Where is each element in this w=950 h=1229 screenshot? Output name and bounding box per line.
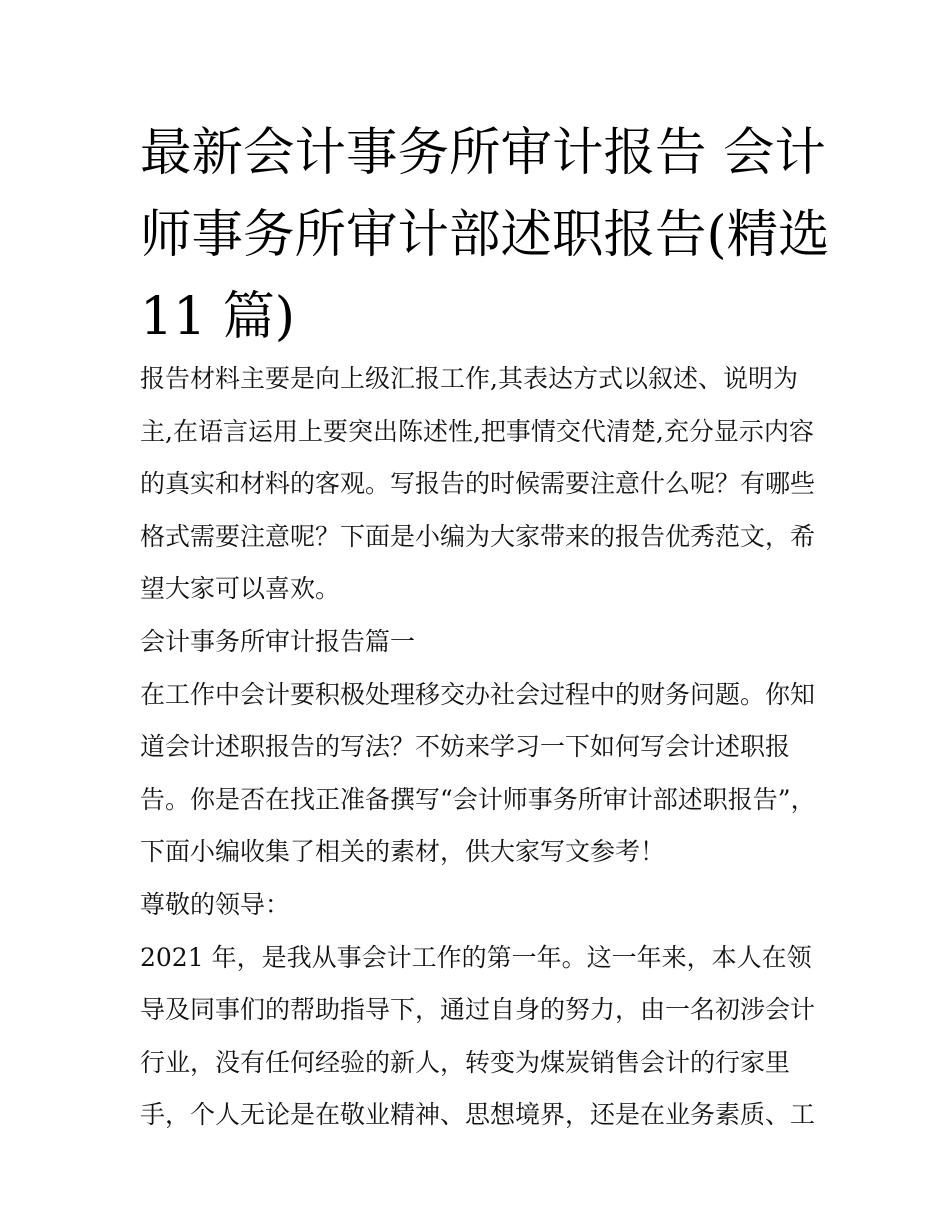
intro-paragraph-line: 望大家可以喜欢。 bbox=[140, 574, 341, 604]
intro-paragraph-line: 主,在语言运用上要突出陈述性,把事情交代清楚,充分显示内容 bbox=[140, 416, 814, 446]
paragraph-line: 在工作中会计要积极处理移交办社会过程中的财务问题。你知 bbox=[140, 679, 816, 709]
paragraph-line: 2021 年，是我从事会计工作的第一年。这一年来，本人在领 bbox=[140, 942, 812, 972]
intro-paragraph-line: 格式需要注意呢？下面是小编为大家带来的报告优秀范文，希 bbox=[140, 521, 816, 551]
paragraph-line: 下面小编收集了相关的素材，供大家写文参考！ bbox=[140, 837, 666, 867]
intro-paragraph-line: 报告材料主要是向上级汇报工作,其表达方式以叙述、说明为 bbox=[140, 364, 798, 393]
salutation: 尊敬的领导： bbox=[140, 889, 291, 919]
title-line: 最新会计事务所审计报告 会计 bbox=[140, 123, 826, 183]
paragraph-line: 告。你是否在找正准备撰写“会计师事务所审计部述职报告”， bbox=[140, 784, 816, 814]
paragraph-line: 行业，没有任何经验的新人，转变为煤炭销售会计的行家里 bbox=[140, 1047, 791, 1077]
title-line: 师事务所审计部述职报告(精选 bbox=[140, 205, 830, 265]
paragraph-line: 导及同事们的帮助指导下，通过自身的努力，由一名初涉会计 bbox=[140, 995, 816, 1025]
document-title bbox=[140, 112, 830, 358]
paragraph-line: 道会计述职报告的写法？不妨来学习一下如何写会计述职报 bbox=[140, 732, 791, 762]
intro-paragraph-line: 的真实和材料的客观。写报告的时候需要注意什么呢？有哪些 bbox=[140, 469, 816, 499]
title-line: 11 篇) bbox=[140, 287, 295, 347]
paragraph-line: 手，个人无论是在敬业精神、思想境界，还是在业务素质、工 bbox=[140, 1100, 816, 1130]
section-heading: 会计事务所审计报告篇一 bbox=[140, 626, 416, 656]
document-body bbox=[140, 353, 830, 1142]
